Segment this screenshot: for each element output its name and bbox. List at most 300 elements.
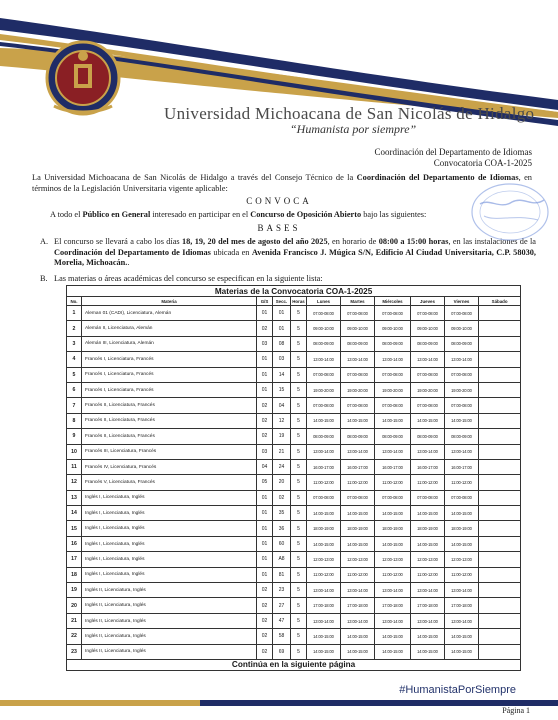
department-name: Coordinación del Departamento de Idiomas (374, 147, 532, 157)
table-cell: 14:00-15:00 (341, 629, 375, 644)
base-item-a (40, 237, 536, 269)
table-cell: 01 (257, 490, 273, 505)
table-cell: 14:00-15:00 (307, 644, 341, 659)
table-cell: 14:00-15:00 (307, 629, 341, 644)
intro-paragraph (32, 172, 532, 194)
table-cell: 13:00-14:00 (307, 583, 341, 598)
table-cell: 14:00-15:00 (411, 644, 445, 659)
table-cell: 01 (257, 521, 273, 536)
table-cell: Francés II, Licenciatura, Francés (82, 398, 257, 413)
table-cell: 02 (257, 429, 273, 444)
table-cell: 07:00-08:00 (375, 398, 411, 413)
table-cell: 13:00-14:00 (411, 583, 445, 598)
table-cell: 13:00-14:00 (411, 613, 445, 628)
item-a-t9: . (127, 258, 130, 267)
table-cell (479, 506, 521, 521)
footer-hashtag: #HumanistaPorSiempre (399, 684, 516, 696)
table-cell: 16:00-17:00 (445, 459, 479, 474)
table-cell: 5 (291, 459, 307, 474)
table-cell: 08:00-09:00 (411, 429, 445, 444)
table-cell: 5 (291, 352, 307, 367)
table-cell: 13:00-14:00 (307, 444, 341, 459)
base-item-b-label: B. (40, 274, 48, 283)
department-block (375, 147, 532, 169)
table-cell: 08:00-09:00 (307, 429, 341, 444)
item-a-t1: El concurso se llevará a cabo los días (54, 237, 182, 246)
table-footer-note: Continúa en la siguiente página (67, 659, 521, 670)
table-cell: 09:00-10:00 (411, 321, 445, 336)
table-cell: 13:00-14:00 (307, 352, 341, 367)
table-cell: 14:00-15:00 (445, 644, 479, 659)
table-cell: 02 (257, 583, 273, 598)
table-cell: Inglés I, Licenciatura, Inglés (82, 506, 257, 521)
table-cell: 5 (291, 598, 307, 613)
table-cell: 01 (257, 306, 273, 321)
table-cell: 04 (257, 459, 273, 474)
table-row (67, 490, 521, 505)
table-row (67, 629, 521, 644)
audience-line (50, 209, 540, 220)
intro-text-1: La Universidad Michoacana de San Nicolás de Hidalgo a través del Consejo Técnico de la (32, 173, 357, 182)
table-cell: 5 (291, 475, 307, 490)
table-cell: 08:00-09:00 (375, 336, 411, 351)
table-cell: 5 (291, 306, 307, 321)
table-cell: 01 (273, 321, 291, 336)
table-cell: 81 (273, 567, 291, 582)
table-cell: 17:00-18:00 (375, 598, 411, 613)
table-cell: 05 (257, 475, 273, 490)
table-cell: 14:00-15:00 (411, 506, 445, 521)
table-cell: 01 (257, 382, 273, 397)
table-cell: 24 (273, 459, 291, 474)
table-cell: 12:00-13:00 (411, 552, 445, 567)
table-cell: 01 (257, 536, 273, 551)
table-cell: 08:00-09:00 (411, 336, 445, 351)
convocatoria-code: Convocatoria COA-1-2025 (433, 158, 532, 168)
table-row (67, 321, 521, 336)
table-cell: 03 (257, 444, 273, 459)
table-cell: 13:00-14:00 (341, 583, 375, 598)
table-footer-row (67, 659, 521, 670)
table-cell: Francés II, Licenciatura, Francés (82, 429, 257, 444)
table-cell: 14:00-15:00 (375, 629, 411, 644)
table-cell: 5 (291, 536, 307, 551)
table-cell: 18:00-19:00 (411, 521, 445, 536)
table-cell: 27 (273, 598, 291, 613)
table-cell: 22 (67, 629, 82, 644)
table-cell: 2 (67, 321, 82, 336)
table-cell: 13:00-14:00 (375, 583, 411, 598)
table-cell: 21 (273, 444, 291, 459)
table-cell: 13:00-14:00 (341, 444, 375, 459)
table-cell: 18:00-19:00 (341, 521, 375, 536)
item-a-t3: , en horario de (327, 237, 379, 246)
table-cell: Inglés I, Licenciatura, Inglés (82, 490, 257, 505)
table-cell: 13:00-14:00 (307, 613, 341, 628)
table-cell: 11:00-12:00 (307, 567, 341, 582)
table-row (67, 352, 521, 367)
base-item-a-label: A. (40, 237, 49, 246)
table-cell: Inglés I, Licenciatura, Inglés (82, 552, 257, 567)
table-cell: 02 (257, 613, 273, 628)
table-cell: 4 (67, 352, 82, 367)
table-cell: 14:00-15:00 (445, 536, 479, 551)
table-cell: 17:00-18:00 (307, 598, 341, 613)
table-cell: 3 (67, 336, 82, 351)
table-cell: Francés V, Licenciatura, Francés (82, 475, 257, 490)
table-cell: 12:00-13:00 (375, 552, 411, 567)
table-cell: 03 (273, 352, 291, 367)
column-header: Martes (341, 297, 375, 306)
table-cell: 15 (273, 382, 291, 397)
table-cell: 23 (273, 583, 291, 598)
table-cell: 23 (67, 644, 82, 659)
table-cell: 13:00-14:00 (445, 613, 479, 628)
column-header: G/S (257, 297, 273, 306)
table-cell: 16:00-17:00 (375, 459, 411, 474)
table-cell: 16:00-17:00 (341, 459, 375, 474)
table-cell: 07:00-08:00 (341, 367, 375, 382)
table-cell: Francés III, Licenciatura, Francés (82, 444, 257, 459)
table-cell: 18:00-19:00 (307, 521, 341, 536)
table-cell (479, 444, 521, 459)
table-cell: 02 (273, 490, 291, 505)
table-cell: 08:00-09:00 (341, 429, 375, 444)
table-cell: 35 (273, 506, 291, 521)
table-cell: 01 (257, 552, 273, 567)
table-cell (479, 382, 521, 397)
table-cell: Aleman 01 (CADI), Licenciatura, Alemán (82, 306, 257, 321)
table-cell (479, 429, 521, 444)
table-cell: 08 (273, 336, 291, 351)
table-cell: 11:00-12:00 (445, 567, 479, 582)
subjects-table (66, 285, 520, 671)
table-cell: 19:00-20:00 (307, 382, 341, 397)
table-cell: 14:00-15:00 (411, 413, 445, 428)
table-cell: 16:00-17:00 (307, 459, 341, 474)
table-cell: 11:00-12:00 (341, 567, 375, 582)
table-cell: 5 (291, 398, 307, 413)
item-a-t2: 18, 19, 20 del mes de agosto del año 2025 (182, 237, 328, 246)
table-cell (479, 567, 521, 582)
table-cell: 08:00-09:00 (445, 336, 479, 351)
table-row (67, 429, 521, 444)
table-cell: 20 (67, 598, 82, 613)
intro-text-2: Coordinación del Departamento de Idiomas (356, 173, 519, 182)
footer-band (0, 700, 558, 706)
table-cell (479, 598, 521, 613)
table-cell: 08:00-09:00 (375, 429, 411, 444)
table-cell (479, 459, 521, 474)
table-cell: 19:00-20:00 (445, 382, 479, 397)
table-cell: 13:00-14:00 (341, 352, 375, 367)
table-cell: 14 (67, 506, 82, 521)
table-cell: 13:00-14:00 (375, 444, 411, 459)
table-cell: 11:00-12:00 (411, 567, 445, 582)
audience-text-3: interesado en participar en el (150, 210, 251, 219)
table-cell: 07:00-08:00 (375, 367, 411, 382)
table-cell (479, 583, 521, 598)
column-header: Horas (292, 298, 305, 304)
table-cell: 08:00-09:00 (307, 336, 341, 351)
table-cell: 16 (67, 536, 82, 551)
table-cell: Inglés II, Licenciatura, Inglés (82, 598, 257, 613)
table-cell: 5 (67, 367, 82, 382)
table-cell (479, 521, 521, 536)
table-cell: 01 (257, 506, 273, 521)
table-cell: 8 (67, 413, 82, 428)
item-a-t4: 08:00 a 15:00 horas (378, 237, 449, 246)
table-cell: 11:00-12:00 (307, 475, 341, 490)
table-row (67, 459, 521, 474)
table-row (67, 336, 521, 351)
table-cell: 19:00-20:00 (341, 382, 375, 397)
table-cell: 09:00-10:00 (375, 321, 411, 336)
table-cell: 18:00-19:00 (375, 521, 411, 536)
table-cell: 01 (273, 306, 291, 321)
table-cell: 11 (67, 459, 82, 474)
table-cell: 07:00-08:00 (307, 490, 341, 505)
column-header: Lunes (307, 297, 341, 306)
table-cell: 02 (257, 413, 273, 428)
table-cell: 14:00-15:00 (411, 629, 445, 644)
table-cell: Francés I, Licenciatura, Francés (82, 367, 257, 382)
table-cell: 17:00-18:00 (341, 598, 375, 613)
column-header: No. (67, 297, 82, 306)
table-cell: 11:00-12:00 (411, 475, 445, 490)
table-cell: Inglés II, Licenciatura, Inglés (82, 583, 257, 598)
table-cell: 19:00-20:00 (411, 382, 445, 397)
table-row (67, 598, 521, 613)
table-cell: 6 (67, 382, 82, 397)
table-cell: 08:00-09:00 (445, 429, 479, 444)
table-cell: 02 (257, 598, 273, 613)
table-cell: Francés II, Licenciatura, Francés (82, 413, 257, 428)
table-cell: Inglés II, Licenciatura, Inglés (82, 644, 257, 659)
table-cell: 5 (291, 506, 307, 521)
table-cell: 18 (67, 567, 82, 582)
table-cell: 07:00-08:00 (411, 398, 445, 413)
table-cell: 5 (291, 644, 307, 659)
table-cell: 13:00-14:00 (445, 352, 479, 367)
table-cell: 01 (257, 567, 273, 582)
table-row (67, 413, 521, 428)
table-cell: 13:00-14:00 (341, 613, 375, 628)
table-cell: 02 (257, 629, 273, 644)
table-cell: 5 (291, 413, 307, 428)
table-cell: 20 (273, 475, 291, 490)
table-cell (479, 367, 521, 382)
table-cell: 14:00-15:00 (445, 629, 479, 644)
base-item-b (40, 274, 536, 285)
table-cell: 09:00-10:00 (445, 321, 479, 336)
table-cell: 07:00-08:00 (341, 490, 375, 505)
university-name: Universidad Michoacana de San Nicolás de Hidalgo (164, 104, 535, 123)
column-header: Miércoles (375, 297, 411, 306)
table-cell: 5 (291, 552, 307, 567)
table-cell: 11:00-12:00 (445, 475, 479, 490)
table-cell: 10 (67, 444, 82, 459)
table-header-row (67, 297, 521, 306)
table-cell: 14:00-15:00 (445, 413, 479, 428)
table-row (67, 444, 521, 459)
table-cell: 19:00-20:00 (375, 382, 411, 397)
table-cell: 14:00-15:00 (375, 413, 411, 428)
table-cell: 02 (257, 398, 273, 413)
table-cell: 13:00-14:00 (411, 352, 445, 367)
intro-text-3: , en términos de la Legislación Universitaria vigente aplicable: (32, 173, 532, 193)
table-row (67, 536, 521, 551)
table-cell: Francés IV, Licenciatura, Francés (82, 459, 257, 474)
table-cell: 07:00-08:00 (411, 306, 445, 321)
table-cell: 5 (291, 382, 307, 397)
item-a-t8: Avenida Francisco J. Múgica S/N, Edificio Al Ciudad Universitaria, C.P. 58030, Morelia, Michoacán. (54, 247, 536, 267)
table-cell: 5 (291, 490, 307, 505)
table-cell: 5 (291, 521, 307, 536)
table-cell: 13:00-14:00 (375, 352, 411, 367)
table-cell: 13:00-14:00 (375, 613, 411, 628)
table-cell: Alemán II, Licenciatura, Alemán (82, 321, 257, 336)
table-cell: 5 (291, 321, 307, 336)
table-cell: 09:00-10:00 (307, 321, 341, 336)
table-cell: 16:00-17:00 (411, 459, 445, 474)
bases-heading: BASES (257, 223, 301, 233)
item-a-t5: , en las instalaciones de la (448, 237, 536, 246)
table-cell (479, 306, 521, 321)
table-row (67, 506, 521, 521)
table-cell: 01 (257, 352, 273, 367)
table-cell: 14:00-15:00 (341, 506, 375, 521)
table-cell (479, 398, 521, 413)
table-cell: 07:00-08:00 (411, 490, 445, 505)
table-cell: 02 (257, 321, 273, 336)
table-row (67, 382, 521, 397)
column-header: Sábado (479, 297, 521, 306)
table-cell: 14:00-15:00 (375, 644, 411, 659)
table-cell: 07:00-08:00 (445, 367, 479, 382)
table-cell: 19 (273, 429, 291, 444)
table-cell: 07:00-08:00 (307, 398, 341, 413)
table-cell: 14:00-15:00 (341, 413, 375, 428)
table-cell: Francés I, Licenciatura, Francés (82, 352, 257, 367)
table-cell: 7 (67, 398, 82, 413)
item-a-t6: Coordinación del Departamento de Idiomas (54, 247, 211, 257)
table-cell: 58 (273, 629, 291, 644)
table-cell: 14:00-15:00 (445, 506, 479, 521)
table-cell: 19 (67, 583, 82, 598)
table-caption: Materias de la Convocatoria COA-1-2025 (67, 286, 521, 297)
table-cell (479, 613, 521, 628)
table-row (67, 583, 521, 598)
audience-text-5: bajo las siguientes: (361, 210, 427, 219)
table-cell: 12 (67, 475, 82, 490)
audience-text-4: Concurso de Oposición Abierto (250, 210, 362, 219)
table-cell: 47 (273, 613, 291, 628)
table-cell (479, 336, 521, 351)
table-cell: 07:00-08:00 (445, 306, 479, 321)
table-cell: Inglés I, Licenciatura, Inglés (82, 536, 257, 551)
table-cell: 14 (273, 367, 291, 382)
table-cell: 07:00-08:00 (341, 306, 375, 321)
table-cell: 9 (67, 429, 82, 444)
table-cell: 08:00-09:00 (341, 336, 375, 351)
table-cell (479, 629, 521, 644)
column-header: Secc. (273, 297, 291, 306)
table-cell: 5 (291, 583, 307, 598)
audience-text-2: Público en General (82, 210, 151, 219)
base-item-a-text (54, 237, 536, 269)
table-row (67, 398, 521, 413)
table-cell: 14:00-15:00 (307, 413, 341, 428)
table-cell: 5 (291, 613, 307, 628)
table-cell (479, 475, 521, 490)
table-cell: 69 (273, 644, 291, 659)
table-cell (479, 352, 521, 367)
table-cell: 18:00-19:00 (445, 521, 479, 536)
table-cell: Inglés II, Licenciatura, Inglés (82, 629, 257, 644)
table-cell: 07:00-08:00 (411, 367, 445, 382)
table-cell: 5 (291, 367, 307, 382)
table-cell: Inglés II, Licenciatura, Inglés (82, 613, 257, 628)
table-cell: 60 (273, 536, 291, 551)
table-cell: 5 (291, 336, 307, 351)
table-cell: 21 (67, 613, 82, 628)
table-cell (479, 321, 521, 336)
column-header: Materia (82, 297, 257, 306)
table-cell: 15 (67, 521, 82, 536)
table-cell: A8 (273, 552, 291, 567)
table-cell: 14:00-15:00 (341, 644, 375, 659)
table-cell: 14:00-15:00 (375, 506, 411, 521)
table-cell: 11:00-12:00 (375, 475, 411, 490)
university-seal-logo (40, 36, 126, 120)
table-cell: 14:00-15:00 (307, 506, 341, 521)
table-cell: Inglés I, Licenciatura, Inglés (82, 567, 257, 582)
table-cell: 5 (291, 429, 307, 444)
table-cell (479, 552, 521, 567)
table-cell: 14:00-15:00 (307, 536, 341, 551)
table-cell: 5 (291, 629, 307, 644)
table-cell: 5 (291, 444, 307, 459)
convoca-heading: CONVOCA (246, 196, 312, 206)
table-cell: 03 (257, 336, 273, 351)
table-cell (479, 644, 521, 659)
table-caption-row (67, 286, 521, 297)
table-cell: Inglés I, Licenciatura, Inglés (82, 521, 257, 536)
table-cell: 04 (273, 398, 291, 413)
table-cell: 36 (273, 521, 291, 536)
item-a-t7: ubicada en (210, 247, 252, 257)
table-row (67, 552, 521, 567)
table-cell: 12:00-13:00 (307, 552, 341, 567)
table-row (67, 567, 521, 582)
table-cell: 07:00-08:00 (445, 398, 479, 413)
table-cell: 07:00-08:00 (445, 490, 479, 505)
table-cell: 11:00-12:00 (341, 475, 375, 490)
table-row (67, 367, 521, 382)
base-item-b-text: Las materias o áreas académicas del concurso se especifican en la siguiente lista: (54, 274, 323, 283)
university-motto: “Humanista por siempre” (290, 122, 417, 136)
table-cell: 09:00-10:00 (341, 321, 375, 336)
table-cell (479, 536, 521, 551)
table-row (67, 521, 521, 536)
table-cell: Francés I, Licenciatura, Francés (82, 382, 257, 397)
column-header: Viernes (445, 297, 479, 306)
table-cell: 07:00-08:00 (307, 367, 341, 382)
table-cell: 11:00-12:00 (375, 567, 411, 582)
table-cell: 13 (67, 490, 82, 505)
table-cell: 07:00-08:00 (341, 398, 375, 413)
